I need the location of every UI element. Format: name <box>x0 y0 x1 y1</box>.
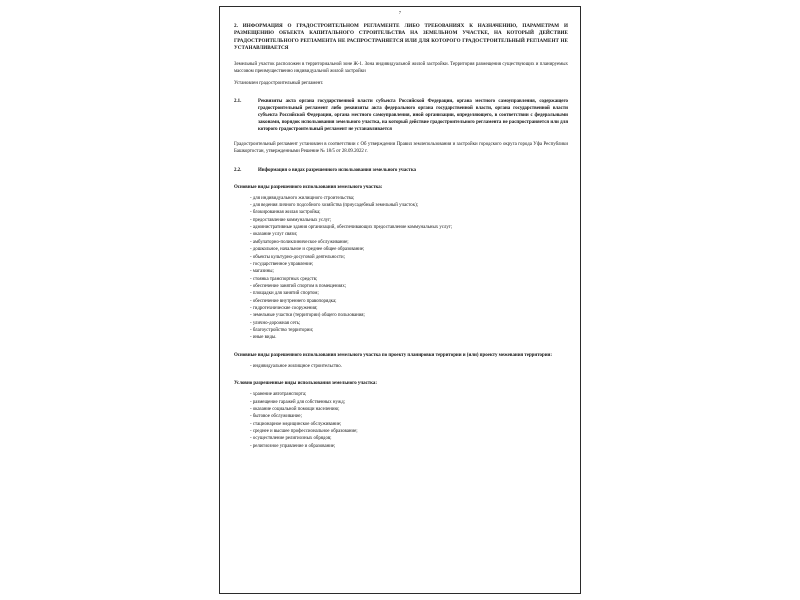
list-item: - благоустройство территории; <box>250 327 314 333</box>
list-item: - оказание услуг связи; <box>250 232 298 238</box>
list-item: - стационарное медицинское обслуживание; <box>250 421 342 427</box>
list-item: - дошкольное, начальное и среднее общее образование; <box>250 247 365 253</box>
list-item: - бытовое обслуживание; <box>250 414 302 420</box>
list-item: - улично-дорожная сеть; <box>250 320 301 326</box>
conditional-uses-list <box>234 391 568 450</box>
list-item: - для ведения личного подсобного хозяйства (приусадебный земельный участок); <box>250 203 419 209</box>
list-item: - иные виды. <box>250 335 277 341</box>
list-item: - предоставление коммунальных услуг; <box>250 217 332 223</box>
list-item: - государственное управление; <box>250 261 314 267</box>
section-2-1-number: 2.1. <box>234 98 242 104</box>
list-item: - стоянка транспортных средств; <box>250 276 318 282</box>
planning-uses-heading: Основные виды разрешенного использования земельного участка по проекту планировки территории и (или) проекту межевания территории: <box>234 352 552 358</box>
list-item: - обеспечение занятий спортом в помещениях; <box>250 283 347 289</box>
list-item: - религиозное управление и образование; <box>250 443 336 449</box>
planning-uses-list <box>234 363 568 370</box>
section-2-2 <box>234 167 568 174</box>
section-2-2-title: Информация о видах разрешенного использования земельного участка <box>258 167 417 173</box>
list-item: - обеспечение внутреннего правопорядка; <box>250 298 337 304</box>
section-2-1 <box>234 98 568 133</box>
list-item: - оказание социальной помощи населению; <box>250 406 340 412</box>
list-item: - административные здания организаций, обеспечивающих предоставление коммунальных услуг; <box>250 225 453 231</box>
list-item: - осуществление религиозных обрядов; <box>250 436 332 442</box>
list-item: - среднее и высшее профессиональное образование; <box>250 428 358 434</box>
list-item: - размещение гаражей для собственных нужд; <box>250 399 346 405</box>
intro-paragraph: Земельный участок расположен в территориальной зоне Ж-1. Зона индивидуальной жилой застройки. Территория размещения существующих и планируемых массовом преимущественно индивидуальной жилой застройки <box>234 61 568 74</box>
list-item: - объекты культурно-досуговой деятельности; <box>250 254 345 260</box>
list-item: - площадки для занятий спортом; <box>250 291 319 297</box>
list-item: - амбулаторно-поликлиническое обслуживание; <box>250 239 349 245</box>
main-uses-heading: Основные виды разрешенного использования земельного участка: <box>234 184 383 190</box>
list-item: - гидротехнические сооружения; <box>250 305 318 311</box>
intro-paragraph-secondary: Установлен градостроительный регламент. <box>234 80 324 86</box>
list-item: - хранение автотранспорта; <box>250 392 307 398</box>
section-heading: 2. ИНФОРМАЦИЯ О ГРАДОСТРОИТЕЛЬНОМ РЕГЛАМЕНТЕ ЛИБО ТРЕБОВАНИЯХ К НАЗНАЧЕНИЮ, ПАРАМЕТРАМ И РАЗМЕЩЕНИЮ ОБЪЕКТА КАПИТАЛЬНОГО СТРОИТЕЛЬСТВА НА ЗЕМЕЛЬНОМ УЧАСТКЕ, НА КОТОРЫЙ ДЕЙСТВИЕ ГРАДОСТРОИТЕЛЬНОГО РЕГЛАМЕНТА НЕ РАСПРОСТРАНЯЕТСЯ ИЛИ ДЛЯ КОТОРОГО ГРАДОСТРОИТЕЛЬНЫЙ РЕГЛАМЕНТ НЕ УСТАНАВЛИВАЕТСЯ <box>234 23 568 52</box>
section-2-2-number: 2.2. <box>234 167 242 173</box>
page-number: 7 <box>398 10 402 15</box>
section-2-1-text: Градостроительный регламент установлен в соответствии с Об утверждении Правил землепользования и застройки городского округа города Уфа Республики Башкортостан, утвержденными Решение № 18/5 от 28.09.2022 г. <box>234 142 568 155</box>
section-2-1-title: Реквизиты акта органа государственной власти субъекта Российской Федерации, органа местного самоуправления, содержащего градостроительный регламент либо реквизиты акта федерального органа государственной власти, органа государственной власти субъекта Российской Федерации, органа местного самоуправления, иной организации, определяющего, в соответствии с федеральными законами, порядок использования земельного участка, на который действие градостроительного регламента не распространяется или для которого градостроительный регламент не устанавливается <box>258 98 568 133</box>
main-uses-list <box>234 195 568 342</box>
document-content <box>234 23 568 450</box>
list-item: - индивидуальное жилищное строительство. <box>250 363 342 369</box>
list-item: - магазины; <box>250 269 274 275</box>
document-sheet <box>219 6 581 594</box>
list-item: - блокированная жилая застройка; <box>250 210 321 216</box>
list-item: - земельные участки (территории) общего пользования; <box>250 313 365 319</box>
list-item: - для индивидуального жилищного строительства; <box>250 195 355 201</box>
conditional-uses-heading: Условно разрешенные виды использования земельного участка: <box>234 381 377 387</box>
